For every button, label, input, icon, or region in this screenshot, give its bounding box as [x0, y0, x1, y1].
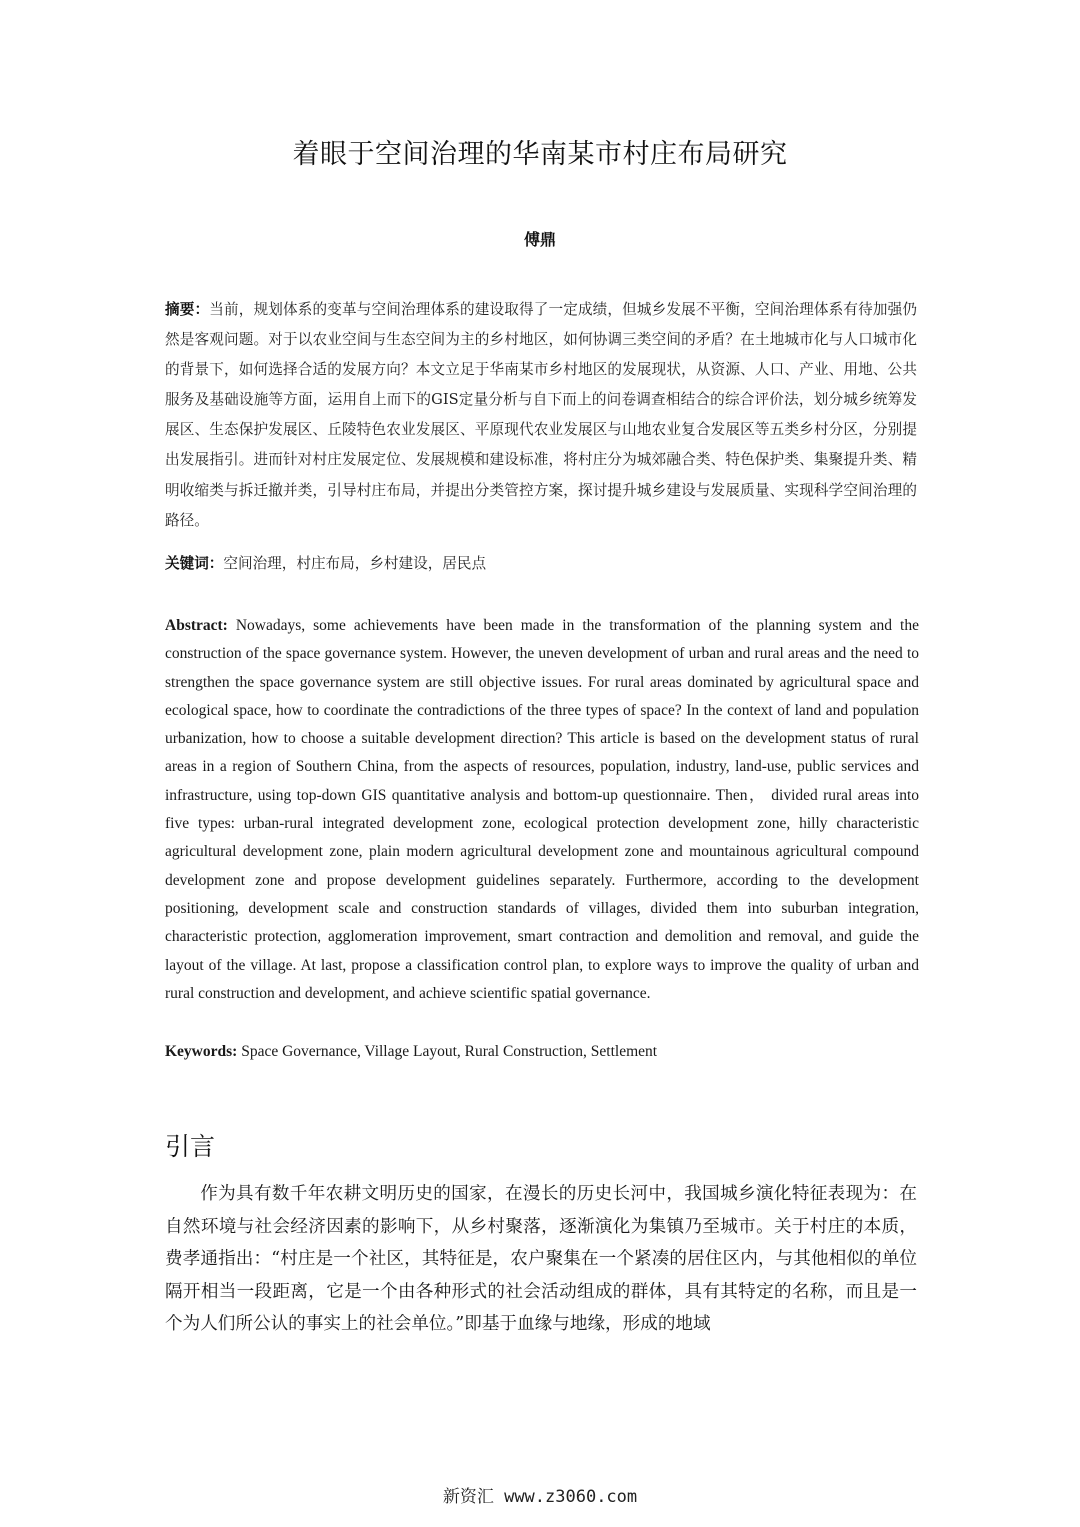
keywords-cn-label: 关键词： — [165, 555, 224, 572]
keywords-en-text: Space Governance, Village Layout, Rural Construction, Settlement — [241, 1043, 658, 1060]
abstract-cn-label: 摘要： — [165, 301, 210, 318]
keywords-en — [165, 1038, 919, 1066]
keywords-cn-text: 空间治理，村庄布局，乡村建设，居民点 — [223, 555, 487, 572]
abstract-en-text: Nowadays, some achievements have been made in the transformation of the planning system and the construction of the space governance system. However, the uneven development of urban and rural areas and the need to strengthen the space governance system are still objective issues. For rural areas dominated by agricultural space and ecological space, how to coordinate the contradictions of the three types of space? In the context of land and population urbanization, how to choose a suitable development direction? This article is based on the development status of rural areas in a region of Southern China, from the aspects of resources, population, industry, land-use, public services and infrastructure, using top-down GIS quantitative analysis and bottom-up questionnaire. Then， divided rural areas into five types: urban-rural integrated development zone, ecological protection development zone, hilly characteristic agricultural development zone, plain modern agricultural development zone and mountainous agricultural compound development zone and propose development guidelines separately. Furthermore, according to the development positioning, development scale and construction standards of villages, divided them into suburban integration, characteristic protection, agglomeration improvement, smart contraction and demolition and removal, and guide the layout of the village. At last, propose a classification control plan, to explore ways to improve the quality of urban and rural construction and development, and achieve scientific spatial governance. — [165, 617, 919, 1002]
abstract-cn — [165, 295, 917, 536]
keywords-cn — [165, 549, 917, 579]
section-heading-introduction: 引言 — [165, 1132, 216, 1161]
paper-title: 着眼于空间治理的华南某市村庄布局研究 — [292, 139, 788, 170]
keywords-en-label: Keywords: — [165, 1043, 238, 1060]
footer-watermark: 新资汇 www.z3060.com — [442, 1487, 638, 1507]
abstract-en — [165, 612, 919, 1008]
paper-author: 傅鼎 — [523, 230, 556, 249]
introduction-paragraph: 作为具有数千年农耕文明历史的国家，在漫长的历史长河中，我国城乡演化特征表现为：在自然环境与社会经济因素的影响下，从乡村聚落，逐渐演化为集镇乃至城市。关于村庄的本质，费孝通指出：“村庄是一个社区，其特征是，农户聚集在一个紧凑的居住区内，与其他相似的单位隔开相当一段距离，它是一个由各种形式的社会活动组成的群体，具有其特定的名称，而且是一个为人们所公认的事实上的社会单位。”即基于血缘与地缘，形成的地域 — [165, 1184, 917, 1334]
abstract-en-label: Abstract: — [165, 617, 228, 634]
abstract-cn-text: 当前，规划体系的变革与空间治理体系的建设取得了一定成绩，但城乡发展不平衡，空间治理体系有待加强仍然是客观问题。对于以农业空间与生态空间为主的乡村地区，如何协调三类空间的矛盾？在土地城市化与人口城市化的背景下，如何选择合适的发展方向？本文立足于华南某市乡村地区的发展现状，从资源、人口、产业、用地、公共服务及基础设施等方面，运用自上而下的GIS定量分析与自下而上的问卷调查相结合的综合评价法，划分城乡统筹发展区、生态保护发展区、丘陵特色农业发展区、平原现代农业发展区与山地农业复合发展区等五类乡村分区，分别提出发展指引。进而针对村庄发展定位、发展规模和建设标准，将村庄分为城郊融合类、特色保护类、集聚提升类、精明收缩类与拆迁撤并类，引导村庄布局，并提出分类管控方案，探讨提升城乡建设与发展质量、实现科学空间治理的路径。 — [165, 301, 917, 529]
